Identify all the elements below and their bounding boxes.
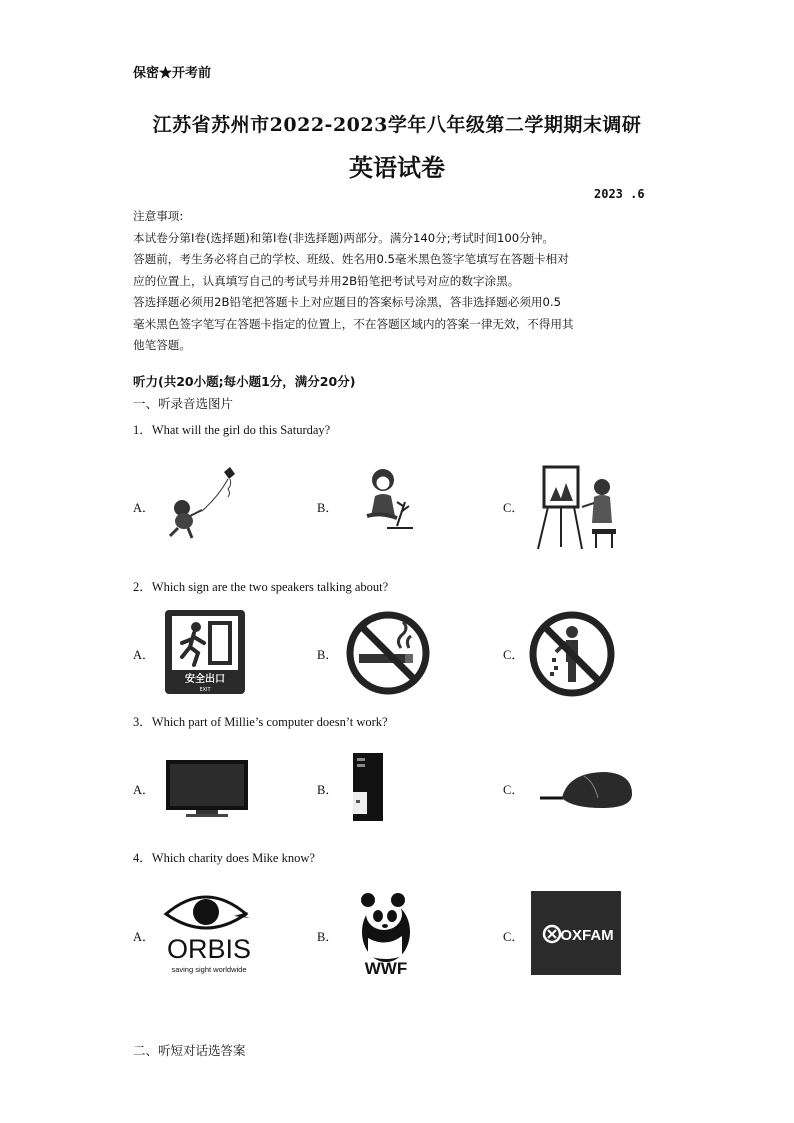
question-2 [133, 577, 388, 595]
question-number: 3． [133, 715, 152, 729]
kite-girl-icon [160, 466, 240, 542]
computer-tower-icon [350, 750, 386, 824]
option-letter: C． [503, 648, 524, 662]
question-text: Which charity does Mike know? [151, 851, 315, 865]
oxfam-logo-text: OXFAM [560, 927, 614, 944]
planting-girl-icon [357, 466, 417, 534]
question-number: 4． [133, 851, 152, 865]
wwf-logo-text: WWF [364, 959, 408, 978]
monitor-icon [162, 756, 252, 820]
notes-line: 他笔答题。 [133, 338, 191, 352]
notes-block [133, 206, 668, 357]
option-letter: C． [503, 501, 524, 515]
oxfam-logo-icon [530, 890, 622, 976]
exit-sign-icon [164, 609, 246, 695]
exam-title: 江苏省苏州市2022-2023学年八年级第二学期期末调研 [152, 114, 642, 136]
orbis-logo-text: ORBIS [166, 934, 252, 964]
option-letter: B． [317, 648, 338, 662]
question-number: 1． [133, 423, 152, 437]
option-letter: A． [133, 501, 155, 515]
painting-girl-icon [536, 461, 626, 553]
question-text: Which part of Millie’s computer doesn’t work? [151, 715, 388, 729]
orbis-logo-icon [160, 886, 258, 978]
question-text: Which sign are the two speakers talking about? [151, 580, 389, 594]
notes-line: 本试卷分第Ⅰ卷(选择题)和第Ⅰ卷(非选择题)两部分。满分140分;考试时间100分钟。 [133, 230, 554, 245]
no-littering-icon [528, 610, 616, 698]
no-smoking-icon [345, 610, 431, 696]
confidential-label: 保密★开考前 [133, 66, 212, 81]
question-number: 2． [133, 580, 152, 594]
part2-title: 二、听短对话选答案 [133, 1043, 246, 1058]
notes-line: 应的位置上，认真填写自己的考试号并用2B铅笔把考试号对应的数字涂黑。 [133, 273, 520, 288]
question-3 [133, 712, 388, 730]
part1-title: 一、听录音选图片 [133, 396, 234, 411]
option-letter: B． [317, 930, 338, 944]
question-text: What will the girl do this Saturday? [151, 423, 331, 437]
exam-subtitle: 英语试卷 [349, 153, 445, 182]
question-1 [133, 420, 330, 438]
option-letter: A． [133, 930, 155, 944]
option-letter: B． [317, 783, 338, 797]
notes-line: 答选择题必须用2B铅笔把答题卡上对应题目的答案标号涂黑，答非选择题必须用0.5 [133, 295, 561, 309]
option-letter: A． [133, 648, 155, 662]
wwf-logo-icon [354, 888, 418, 978]
question-4 [133, 848, 315, 866]
option-letter: C． [503, 930, 524, 944]
notes-line: 毫米黑色签字笔写在答题卡指定的位置上，不在答题区域内的答案一律无效，不得用其 [133, 316, 574, 331]
listening-section-title: 听力(共20小题;每小题1分，满分20分) [133, 374, 356, 389]
option-letter: A． [133, 783, 155, 797]
option-letter: C． [503, 783, 524, 797]
notes-heading: 注意事项: [133, 209, 184, 223]
option-letter: B． [317, 501, 338, 515]
exit-sign-cn: 安全出口 [185, 674, 225, 685]
exit-sign-en: EXIT [199, 687, 211, 693]
orbis-logo-tagline: saving sight worldwide [171, 965, 247, 974]
mouse-icon [538, 768, 634, 812]
exam-date: 2023 .6 [594, 187, 645, 201]
notes-line: 答题前，考生务必将自己的学校、班级、姓名用0.5毫米黑色签字笔填写在答题卡相对 [133, 252, 569, 266]
